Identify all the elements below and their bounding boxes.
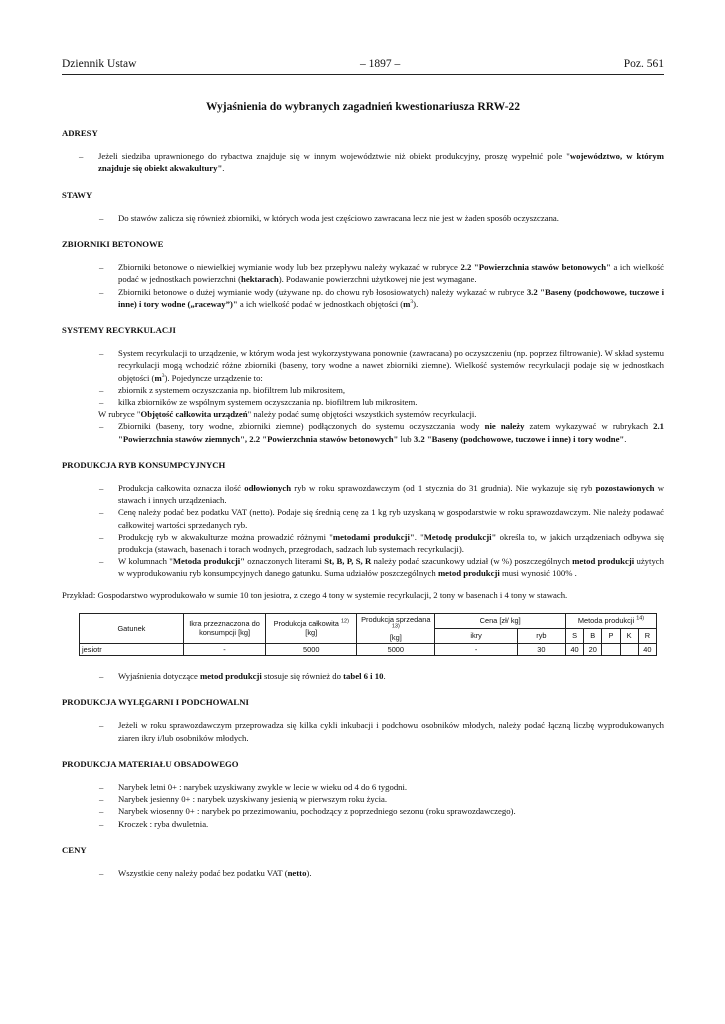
list-item: – W kolumnach "Metoda produkcji" oznaczonych literami St, B, P, S, R należy podać szacunkowy udział (w %) poszczególnych metod produkcji użytych w wyprodukowaniu ryb konsumpcyjnych danego gatunku. Suma udziałów poszczególnych metod produkcji musi wynosić 100% . xyxy=(62,555,664,579)
adresy-list xyxy=(62,150,664,174)
cell-sprzedana: 5000 xyxy=(357,643,435,655)
section-heading-stawy: STAWY xyxy=(62,189,93,200)
cell-r: 40 xyxy=(638,643,656,655)
list-item: – Kroczek : ryba dwuletnia. xyxy=(62,818,664,830)
recyrkulacja-note: W rubryce "Objętość całkowita urządzeń" należy podać sumę objętości wszystkich systemów recyrkulacji. xyxy=(98,409,477,420)
list-item: – Produkcję ryb w akwakulturze można prowadzić różnymi "metodami produkcji". "Metodę produkcji" określa to, w jakich urządzeniach odbywa się produkcja (stawach, basenach i torach wodnych, przegrodach, sadzach lub systemach recyrkulacji). xyxy=(62,531,664,555)
cell-p xyxy=(602,643,620,655)
list-item: – Narybek jesienny 0+ : narybek uzyskiwany jesienią w pierwszym roku życia. xyxy=(62,793,664,805)
subcol-ryb: ryb xyxy=(517,628,565,643)
subcol-ikry: ikry xyxy=(435,628,517,643)
col-produkcja-sprzedana: Produkcja sprzedana $^{13)}$ [kg] xyxy=(357,613,435,643)
list-item: – Do stawów zalicza się również zbiorniki, w których woda jest częściowo zawracana lecz nie jest w żaden sposób oczyszczana. xyxy=(62,212,664,224)
list-item: – kilka zbiorników ze wspólnym systemem oczyszczania np. biofiltrem lub mikrositem. xyxy=(62,396,664,408)
document-page xyxy=(62,57,664,879)
section-heading-recyrkulacja: SYSTEMY RECYRKULACJI xyxy=(62,325,176,336)
col-ikra: Ikra przeznaczona do konsumpcji [kg] xyxy=(183,613,265,643)
cell-s: 40 xyxy=(565,643,583,655)
col-cena: Cena [zł/ kg] xyxy=(435,613,566,628)
section-heading-adresy: ADRESY xyxy=(62,128,98,138)
cell-b: 20 xyxy=(584,643,602,655)
list-item: – Zbiorniki (baseny, tory wodne, zbiorniki ziemne) podłączonych do systemu oczyszczania wody nie należy zatem wykazywać w rubrykach 2.1 "Powierzchnia stawów ziemnych", 2.2 "Powierzchnia stawów betonowych" lub 3.2 "Baseny (podchowowe, tuczowe i inne) i tory wodne". xyxy=(62,420,664,444)
list-item: – Produkcja całkowita oznacza ilość odłowionych ryb w roku sprawozdawczym (od 1 stycznia do 31 grudnia). Nie wykazuje się ryb pozostawionych w stawach i innych urządzeniach. xyxy=(62,482,664,506)
list-item: – Cenę należy podać bez podatku VAT (netto). Podaje się średnią cenę za 1 kg ryb uzyskaną w gospodarstwie w roku sprawozdawczym. Nie należy podawać całkowitej wartości sprzedanych ryb. xyxy=(62,506,664,530)
table-row xyxy=(80,643,657,655)
cell-produkcja: 5000 xyxy=(266,643,357,655)
example-paragraph: Przykład: Gospodarstwo wyprodukowało w sumie 10 ton jesiotra, z czego 4 tony w systemie recyrkulacji, 2 tony w basenach i 4 tony w stawach. xyxy=(62,589,568,600)
list-item: – Jeżeli w roku sprawozdawczym przeprowadza się kilka cykli inkubacji i podchowu osobników młodych, należy podać łączną liczbę wyprodukowanych ziaren ikry i/lub osobników młodych. xyxy=(62,719,664,743)
list-item: – Wyjaśnienia dotyczące metod produkcji stosuje się również do tabel 6 i 10. xyxy=(62,670,664,682)
zbiorniki-list xyxy=(62,261,664,310)
cell-cena-ryb: 30 xyxy=(517,643,565,655)
subcol-p: P xyxy=(602,628,620,643)
section-heading-zbiorniki: ZBIORNIKI BETONOWE xyxy=(62,239,164,250)
subcol-s: S xyxy=(565,628,583,643)
cell-k xyxy=(620,643,638,655)
wylegarnia-list xyxy=(62,719,664,743)
list-item: – Zbiorniki betonowe o niewielkiej wymianie wody lub bez przepływu należy wykazać w rubryce 2.2 "Powierzchnia stawów betonowych" a ich wielkość podać w jednostkach powierzchni (hektarach). Podawanie powierzchni użytkowej nie jest wymagane. xyxy=(62,261,664,285)
journal-name: Dziennik Ustaw xyxy=(62,58,137,70)
recyrkulacja-list xyxy=(62,347,664,408)
section-heading-ceny: CENY xyxy=(62,844,87,855)
konsumpcyjne-list xyxy=(62,482,664,580)
col-produkcja-calkowita: Produkcja całkowita $^{12)}$ [kg] xyxy=(266,613,357,643)
list-item: – zbiornik z systemem oczyszczania np. biofiltrem lub mikrositem, xyxy=(62,384,664,396)
section-heading-wylegarnia: PRODUKCJA WYLĘGARNI I PODCHOWALNI xyxy=(62,697,249,708)
cell-ikra: - xyxy=(183,643,265,655)
page-header xyxy=(62,57,664,75)
page-number: – 1897 – xyxy=(359,58,401,70)
konsumpcyjne-after-list xyxy=(62,670,664,682)
cell-gatunek: jesiotr xyxy=(80,643,184,655)
section-heading-obsadowy: PRODUKCJA MATERIAŁU OBSADOWEGO xyxy=(62,758,239,769)
document-title: Wyjaśnienia do wybranych zagadnień kwestionariusza RRW-22 xyxy=(205,101,521,113)
ceny-list xyxy=(62,867,664,879)
subcol-k: K xyxy=(620,628,638,643)
list-item: – Jeżeli siedziba uprawnionego do rybactwa znajduje się w innym województwie niż obiekt produkcyjny, proszę wypełnić pole "województwo, w którym znajduje się obiekt akwakultury". xyxy=(62,150,664,174)
list-item: – Zbiorniki betonowe o dużej wymianie wody (używane np. do chowu ryb łososiowatych) należy wykazać w rubryce 3.2 "Baseny (podchowowe, tuczowe i inne) i tory wodne („raceway”)" a ich wielkość podać w jednostkach objętości $(m^3)$. xyxy=(62,286,664,310)
col-metoda: Metoda produkcji $^{14)}$ xyxy=(565,613,656,628)
subcol-r: R xyxy=(638,628,656,643)
example-table xyxy=(79,613,657,656)
section-heading-konsumpcyjne: PRODUKCJA RYB KONSUMPCYJNYCH xyxy=(62,459,226,470)
list-item: – Narybek letni 0+ : narybek uzyskiwany zwykle w lecie w wieku od 4 do 6 tygodni. xyxy=(62,781,664,793)
col-gatunek: Gatunek xyxy=(80,613,184,643)
subcol-b: B xyxy=(584,628,602,643)
list-item: – Wszystkie ceny należy podać bez podatku VAT (netto). xyxy=(62,867,664,879)
list-item: – Narybek wiosenny 0+ : narybek po przezimowaniu, pochodzący z poprzedniego sezonu (roku sprawozdawczego). xyxy=(62,805,664,817)
position-number: Poz. 561 xyxy=(623,58,664,70)
cell-cena-ikry: - xyxy=(435,643,517,655)
stawy-list xyxy=(62,212,664,224)
obsadowy-list xyxy=(62,781,664,830)
recyrkulacja-list-2 xyxy=(62,420,664,444)
list-item: – System recyrkulacji to urządzenie, w którym woda jest wykorzystywana ponownie (zawracana) po oczyszczeniu (np. poprzez filtrowanie). W skład systemu recyrkulacji mogą wchodzić różne zbiorniki (baseny, tory wodne a nawet zbiorniki ziemne). Wielkość systemów recyrkulacji podaje się w jednostkach objętości $(m^3)$. Pojedyncze urządzenie to: xyxy=(62,347,664,384)
